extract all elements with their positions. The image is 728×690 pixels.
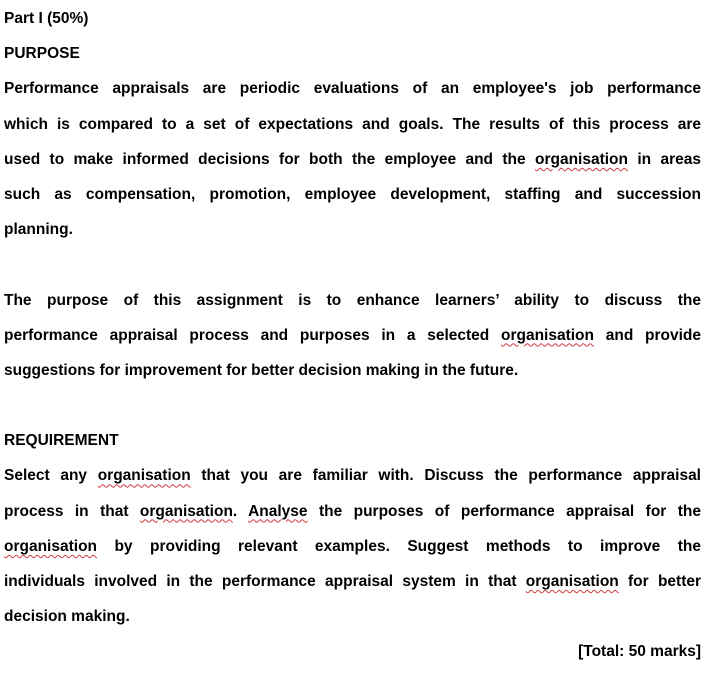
paragraph-line: planning. — [4, 221, 73, 239]
text-run: Select any — [4, 467, 98, 485]
spellcheck-word: organisation — [97, 467, 191, 485]
text-run: used to make informed decisions for both the employee and the — [4, 150, 535, 168]
spellcheck-word: organisation — [139, 502, 233, 520]
spellcheck-word: organisation — [534, 150, 628, 168]
paragraph-line: Performance appraisals are periodic evaluations of an employee's job performance — [4, 80, 701, 98]
part-heading: Part I (50%) — [4, 10, 89, 27]
paragraph-line: such as compensation, promotion, employee development, staffing and succession — [4, 185, 701, 203]
paragraph-line: decision making. — [4, 608, 130, 626]
text-run: by providing relevant examples. Suggest methods to improve the — [97, 537, 701, 555]
spellcheck-word: Analyse — [248, 502, 308, 520]
text-run: performance appraisal process and purposes in a selected — [4, 326, 501, 344]
blank-line — [4, 252, 701, 287]
text-run: and provide — [594, 326, 701, 344]
text-run: the purposes of performance appraisal for the — [307, 502, 701, 520]
paragraph-line: suggestions for improvement for better decision making in the future. — [4, 361, 519, 379]
paragraph-line — [4, 534, 701, 569]
text-run: in areas — [628, 150, 701, 168]
paragraph-line — [4, 147, 701, 182]
text-run: . — [232, 502, 249, 520]
text-run: process in that — [4, 502, 140, 520]
spellcheck-word: organisation — [525, 573, 619, 590]
total-marks: [Total: 50 marks] — [578, 643, 701, 661]
text-run: individuals involved in the performance appraisal system in that — [4, 573, 526, 590]
paragraph-line — [4, 499, 701, 534]
paragraph-line: which is compared to a set of expectations and goals. The results of this process are — [4, 115, 701, 133]
paragraph-line — [4, 569, 701, 604]
paragraph-line — [4, 463, 701, 498]
purpose-paragraph-2 — [4, 288, 701, 394]
spellcheck-word: organisation — [4, 537, 98, 555]
requirement-paragraph — [4, 463, 701, 639]
purpose-heading: PURPOSE — [4, 45, 80, 63]
blank-line — [4, 393, 701, 428]
purpose-paragraph-1 — [4, 76, 701, 252]
text-run: for better — [618, 573, 701, 590]
spellcheck-word: organisation — [500, 326, 594, 344]
paragraph-line — [4, 323, 701, 358]
text-run: that you are familiar with. Discuss the performance appraisal — [190, 467, 701, 485]
requirement-heading: REQUIREMENT — [4, 432, 119, 450]
paragraph-line: The purpose of this assignment is to enhance learners’ ability to discuss the — [4, 291, 701, 309]
